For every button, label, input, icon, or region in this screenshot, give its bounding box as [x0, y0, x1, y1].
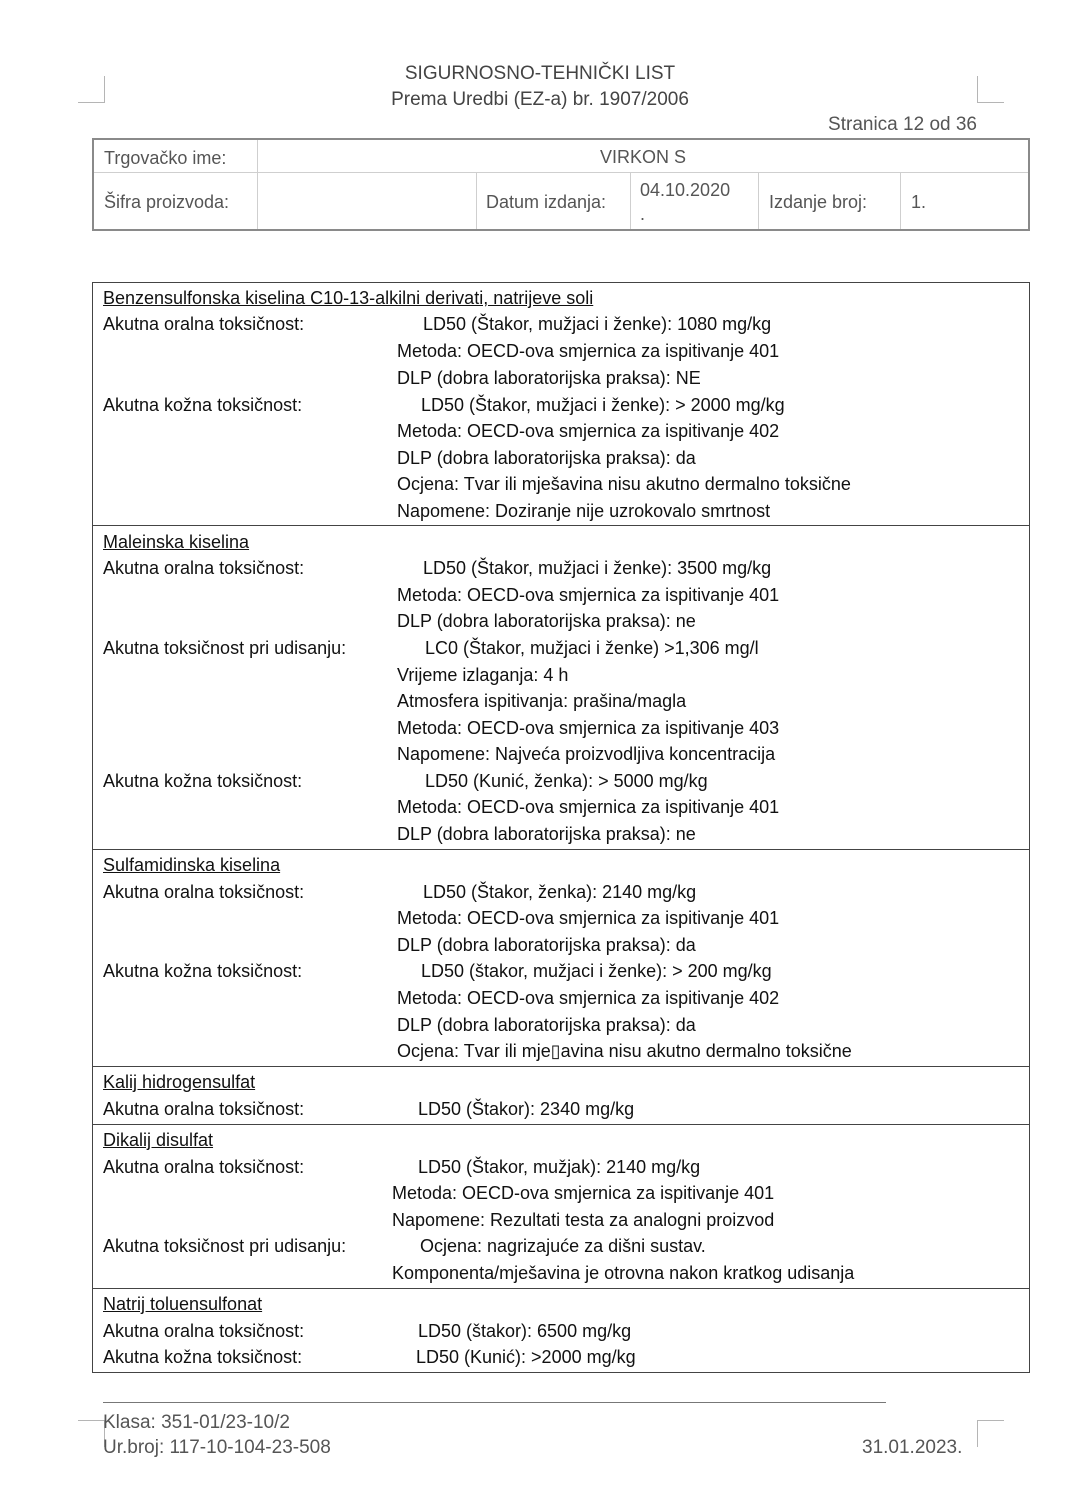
row-label: Akutna oralna toksičnost: — [103, 1099, 305, 1119]
row-value: Ocjena: nagrizajuće za dišni sustav. — [420, 1236, 706, 1256]
row-value: LD50 (Kunić, ženka): > 5000 mg/kg — [425, 771, 708, 791]
row-value: Metoda: OECD-ova smjernica za ispitivanje 402 — [397, 421, 780, 441]
section-divider — [92, 849, 1030, 850]
crop-mark-bottom-left — [78, 1420, 105, 1447]
row-value: LD50 (Štakor, ženka): 2140 mg/kg — [423, 882, 697, 902]
document-title: SIGURNOSNO-TEHNIČKI LIST — [404, 63, 676, 84]
footer-klasa: Klasa: 351-01/23-10/2 — [103, 1412, 290, 1433]
row-value: LD50 (Štakor): 2340 mg/kg — [418, 1099, 635, 1119]
row-value: DLP (dobra laboratorijska praksa): ne — [397, 611, 696, 631]
product-info-table — [92, 138, 1030, 231]
row-value: LD50 (Štakor, mužjak): 2140 mg/kg — [418, 1157, 701, 1177]
section-heading: Benzensulfonska kiselina C10-13-alkilni derivati, natrijeve soli — [103, 288, 594, 308]
section-heading: Kalij hidrogensulfat — [103, 1072, 256, 1092]
row-value: LD50 (Štakor, mužjaci i ženke): > 2000 mg/kg — [421, 395, 785, 415]
crop-mark-bottom-right — [977, 1420, 1004, 1447]
row-label: Akutna kožna toksičnost: — [103, 771, 303, 791]
row-value: LC0 (Štakor, mužjaci i ženke) >1,306 mg/l — [425, 638, 759, 658]
row-value: Metoda: OECD-ova smjernica za ispitivanje 401 — [397, 797, 780, 817]
row-value: LD50 (štakor, mužjaci i ženke): > 200 mg/kg — [421, 961, 772, 981]
edition-label: Izdanje broj: — [769, 192, 868, 212]
row-label: Akutna kožna toksičnost: — [103, 1347, 303, 1367]
row-value: Napomene: Najveća proizvodljiva koncentracija — [397, 744, 776, 764]
row-value: LD50 (Kunić): >2000 mg/kg — [416, 1347, 636, 1367]
footer-rule — [103, 1402, 886, 1403]
row-label: Akutna toksičnost pri udisanju: — [103, 638, 347, 658]
row-value: Ocjena: Tvar ili mješavina nisu akutno dermalno toksične — [397, 474, 851, 494]
section-heading: Maleinska kiselina — [103, 532, 250, 552]
row-value: LD50 (Štakor, mužjaci i ženke): 1080 mg/kg — [423, 314, 772, 334]
row-value: Metoda: OECD-ova smjernica za ispitivanje 402 — [397, 988, 780, 1008]
row-value: Komponenta/mješavina je otrovna nakon kratkog udisanja — [392, 1263, 855, 1283]
row-value: Vrijeme izlaganja: 4 h — [397, 665, 569, 685]
section-heading: Sulfamidinska kiselina — [103, 855, 281, 875]
page-number: Stranica 12 od 36 — [828, 114, 977, 135]
row-value: Metoda: OECD-ova smjernica za ispitivanje 401 — [392, 1183, 775, 1203]
row-value: Napomene: Doziranje nije uzrokovalo smrtnost — [397, 501, 771, 521]
issue-date-value: 04.10.2020 — [640, 180, 731, 200]
row-value: Atmosfera ispitivanja: prašina/magla — [397, 691, 687, 711]
row-value: Metoda: OECD-ova smjernica za ispitivanje 403 — [397, 718, 780, 738]
row-value: LD50 (štakor): 6500 mg/kg — [418, 1321, 632, 1341]
trade-name-value: VIRKON S — [599, 147, 687, 167]
row-label: Akutna kožna toksičnost: — [103, 395, 303, 415]
row-value: DLP (dobra laboratorijska praksa): da — [397, 448, 696, 468]
row-value: DLP (dobra laboratorijska praksa): da — [397, 1015, 696, 1035]
row-value: Metoda: OECD-ova smjernica za ispitivanje 401 — [397, 908, 780, 928]
row-value: Ocjena: Tvar ili mje▯avina nisu akutno dermalno toksične — [397, 1041, 852, 1061]
row-value: DLP (dobra laboratorijska praksa): ne — [397, 824, 696, 844]
row-value: LD50 (Štakor, mužjaci i ženke): 3500 mg/kg — [423, 558, 772, 578]
product-code-label: Šifra proizvoda: — [104, 192, 230, 212]
section-divider — [92, 1124, 1030, 1125]
document-subtitle: Prema Uredbi (EZ-a) br. 1907/2006 — [391, 89, 689, 110]
section-heading: Natrij toluensulfonat — [103, 1294, 263, 1314]
row-value: Metoda: OECD-ova smjernica za ispitivanje 401 — [397, 341, 780, 361]
section-divider — [92, 525, 1030, 526]
row-label: Akutna oralna toksičnost: — [103, 558, 305, 578]
row-label: Akutna oralna toksičnost: — [103, 314, 305, 334]
issue-date-dot: . — [640, 204, 646, 224]
row-label: Akutna oralna toksičnost: — [103, 1157, 305, 1177]
footer-urbroj: Ur.broj: 117-10-104-23-508 — [103, 1437, 331, 1458]
trade-name-label: Trgovačko ime: — [104, 148, 227, 168]
section-divider — [92, 1066, 1030, 1067]
footer-date: 31.01.2023. — [862, 1437, 963, 1458]
row-label: Akutna oralna toksičnost: — [103, 882, 305, 902]
row-label: Akutna toksičnost pri udisanju: — [103, 1236, 347, 1256]
row-value: DLP (dobra laboratorijska praksa): da — [397, 935, 696, 955]
row-label: Akutna kožna toksičnost: — [103, 961, 303, 981]
row-value: Napomene: Rezultati testa za analogni proizvod — [392, 1210, 775, 1230]
row-value: Metoda: OECD-ova smjernica za ispitivanje 401 — [397, 585, 780, 605]
section-divider — [92, 1288, 1030, 1289]
row-label: Akutna oralna toksičnost: — [103, 1321, 305, 1341]
row-value: DLP (dobra laboratorijska praksa): NE — [397, 368, 701, 388]
issue-date-label: Datum izdanja: — [486, 192, 607, 212]
section-heading: Dikalij disulfat — [103, 1130, 214, 1150]
edition-value: 1. — [911, 192, 927, 212]
